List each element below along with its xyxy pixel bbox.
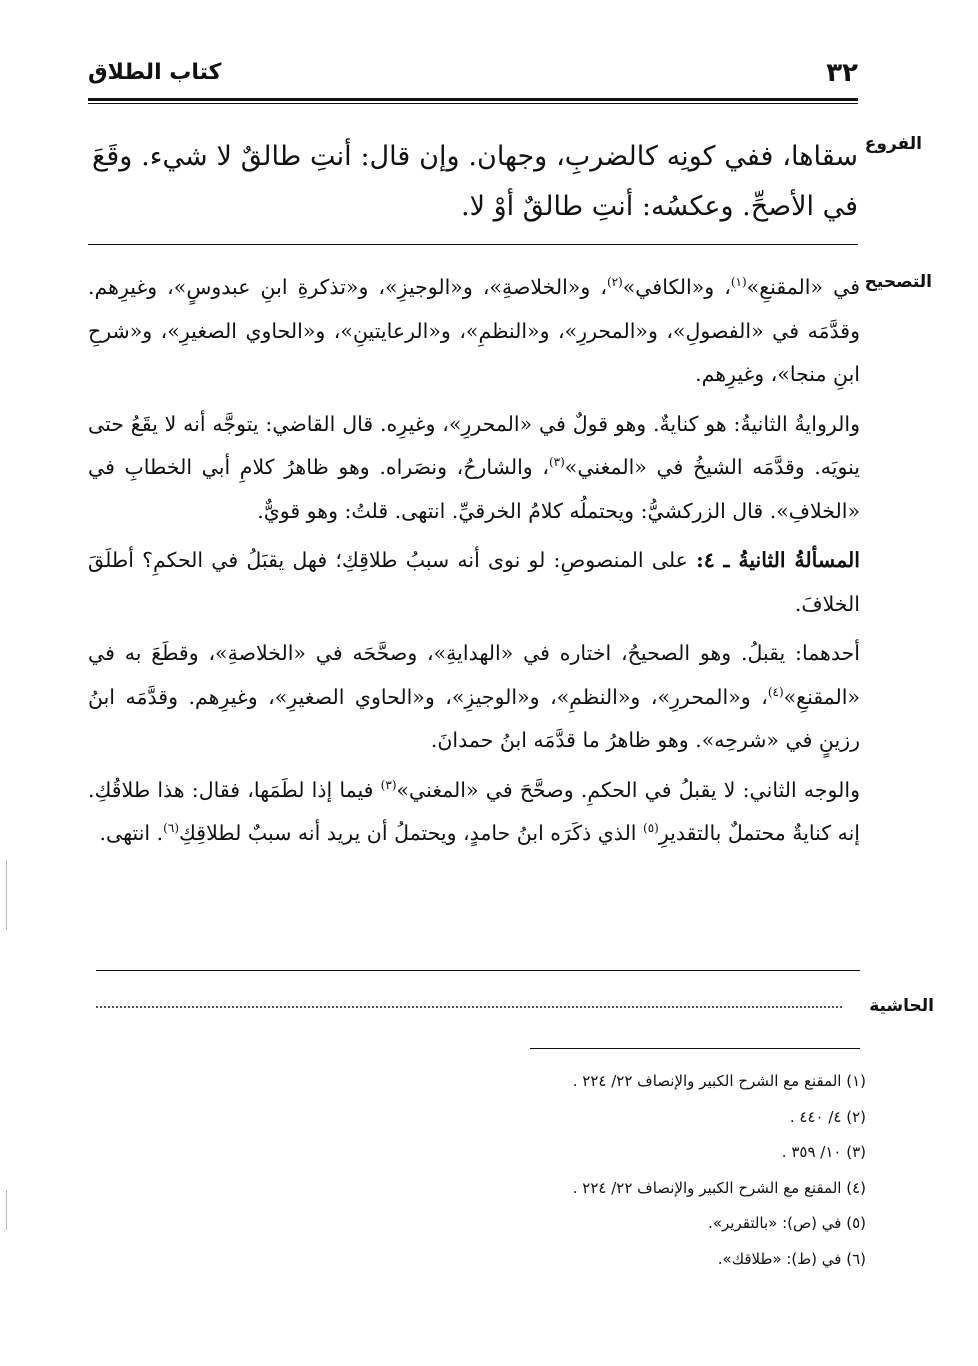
header-rule: [88, 98, 858, 101]
footnote-ref: (٢): [606, 275, 623, 290]
footnote-ref: (١): [730, 275, 747, 290]
margin-line: [6, 1190, 7, 1230]
footnote-ref: (٦): [163, 821, 179, 836]
footnote-2: (٢) ٤/ ٤٤٠ .: [789, 1107, 866, 1126]
furu-text: [92, 132, 858, 232]
text-run: . انتهى.: [99, 821, 164, 845]
text-run: ، و«الخلاصةِ»، و«الوجيزِ»، و«تذكرةِ ابنِ عبدوسٍ»، وغيرِهم. وقدَّمَه في «الفصولِ»، و«المحررِ»، و«النظمِ»، و«الرعايتينِ»، و«الحاوي الصغيرِ»، و«شرحِ ابنِ منجا»، وغيرِهم.: [88, 275, 860, 386]
header-rule-thin: [88, 103, 858, 104]
footnote-6: (٦) في (ط): «طلاقك».: [717, 1249, 866, 1268]
footnote-4: (٤) المقنع مع الشرح الكبير والإنصاف ٢٢/ ٢٢٤ .: [572, 1178, 866, 1197]
text-run: في «المقنعِ»: [746, 275, 861, 299]
text-run: فيما إذا لطَمَها، فقال: هذا طلاقُكِ. إنه كنايةٌ محتملٌ بالتقديرِ: [88, 777, 860, 845]
issue-heading: المسألةُ الثانيةُ ـ ٤:: [696, 548, 860, 572]
footnote-5: (٥) في (ص): «بالتقرير».: [708, 1214, 866, 1232]
tashih-paragraph-2: [88, 403, 860, 534]
section-divider: [88, 244, 858, 245]
tashih-label: التصحيح: [864, 272, 932, 292]
footnote-ref: (٥): [643, 821, 659, 836]
text-run: والروايةُ الثانيةُ: هو كنايةٌ. وهو قولٌ في «المحررِ»، وغيرِه. قال القاضي: يتوجَّه أنه لا يقَعُ حتى ينويَه. وقدَّمَه الشيخُ في «المغني»: [88, 411, 860, 479]
footnote-rule: [530, 1048, 860, 1049]
footnotes: [366, 1064, 866, 1277]
tashih-paragraph-5: [88, 769, 860, 856]
running-title: كتاب الطلاق: [88, 60, 222, 85]
tashih-text: [88, 266, 860, 862]
margin-line: [6, 860, 7, 930]
footnote-3: (٣) ١٠/ ٣٥٩ .: [781, 1143, 866, 1161]
text-run: ، و«الكافي»: [622, 275, 731, 299]
text-run: ، و«المحررِ»، و«النظمِ»، و«الوجيزِ»، و«الحاوي الصغيرِ»، وغيرِهم. وقدَّمَه ابنُ رزينٍ في «شرحِه». وهو ظاهرُ ما قدَّمَه ابنُ حمدانَ.: [88, 684, 860, 752]
footnote-ref: (٣): [380, 777, 397, 792]
footnote-ref: (٤): [767, 684, 784, 699]
tashih-paragraph-1: [88, 266, 860, 397]
hashiya-dotted-line: [96, 1006, 842, 1008]
tashih-paragraph-3: [88, 539, 860, 626]
page-header: [88, 58, 858, 98]
text-run: على المنصوصِ: لو نوى أنه سببُ طلاقِكِ؛ فهل يقبَلُ في الحكمِ؟ أطلَقَ الخلافَ.: [88, 548, 860, 616]
text-run: ، والشارحُ، ونصَراه. وهو ظاهرُ كلامِ أبي الخطابِ في «الخلافِ». قال الزركشيُّ: ويحتملُه كلامُ الخرقيِّ. انتهى. قلتُ: وهو قويٌّ.: [88, 455, 860, 523]
page-number: ٣٢: [826, 58, 858, 88]
text-run: أحدهما: يقبلُ. وهو الصحيحُ، اختاره في «الهدايةِ»، وصحَّحَه في «الخلاصةِ»، وقطَعَ به في «المقنعِ»: [88, 641, 860, 709]
text-run: الذي ذكَرَه ابنُ حامدٍ، ويحتملُ أن يريد أنه سببٌ لطلاقِكِ: [179, 821, 644, 845]
text-run: والوجه الثاني: لا يقبلُ في الحكمِ. وصحَّحَ في «المغني»: [396, 777, 860, 802]
footnote-1: (١) المقنع مع الشرح الكبير والإنصاف ٢٢/ ٢٢٤ .: [572, 1072, 866, 1090]
tashih-paragraph-4: [88, 632, 860, 763]
furu-paragraph: سقاها، ففي كونِه كالضربِ، وجهان. وإن قال: أنتِ طالقٌ لا شيء. وقَعَ في الأصحِّ. وعكسُه: أنتِ طالقٌ أوْ لا.: [92, 141, 858, 222]
footnote-ref: (٣): [548, 455, 565, 470]
hashiya-label: الحاشية: [869, 996, 934, 1016]
section-divider: [96, 970, 860, 971]
furu-label: الفروع: [864, 134, 922, 154]
